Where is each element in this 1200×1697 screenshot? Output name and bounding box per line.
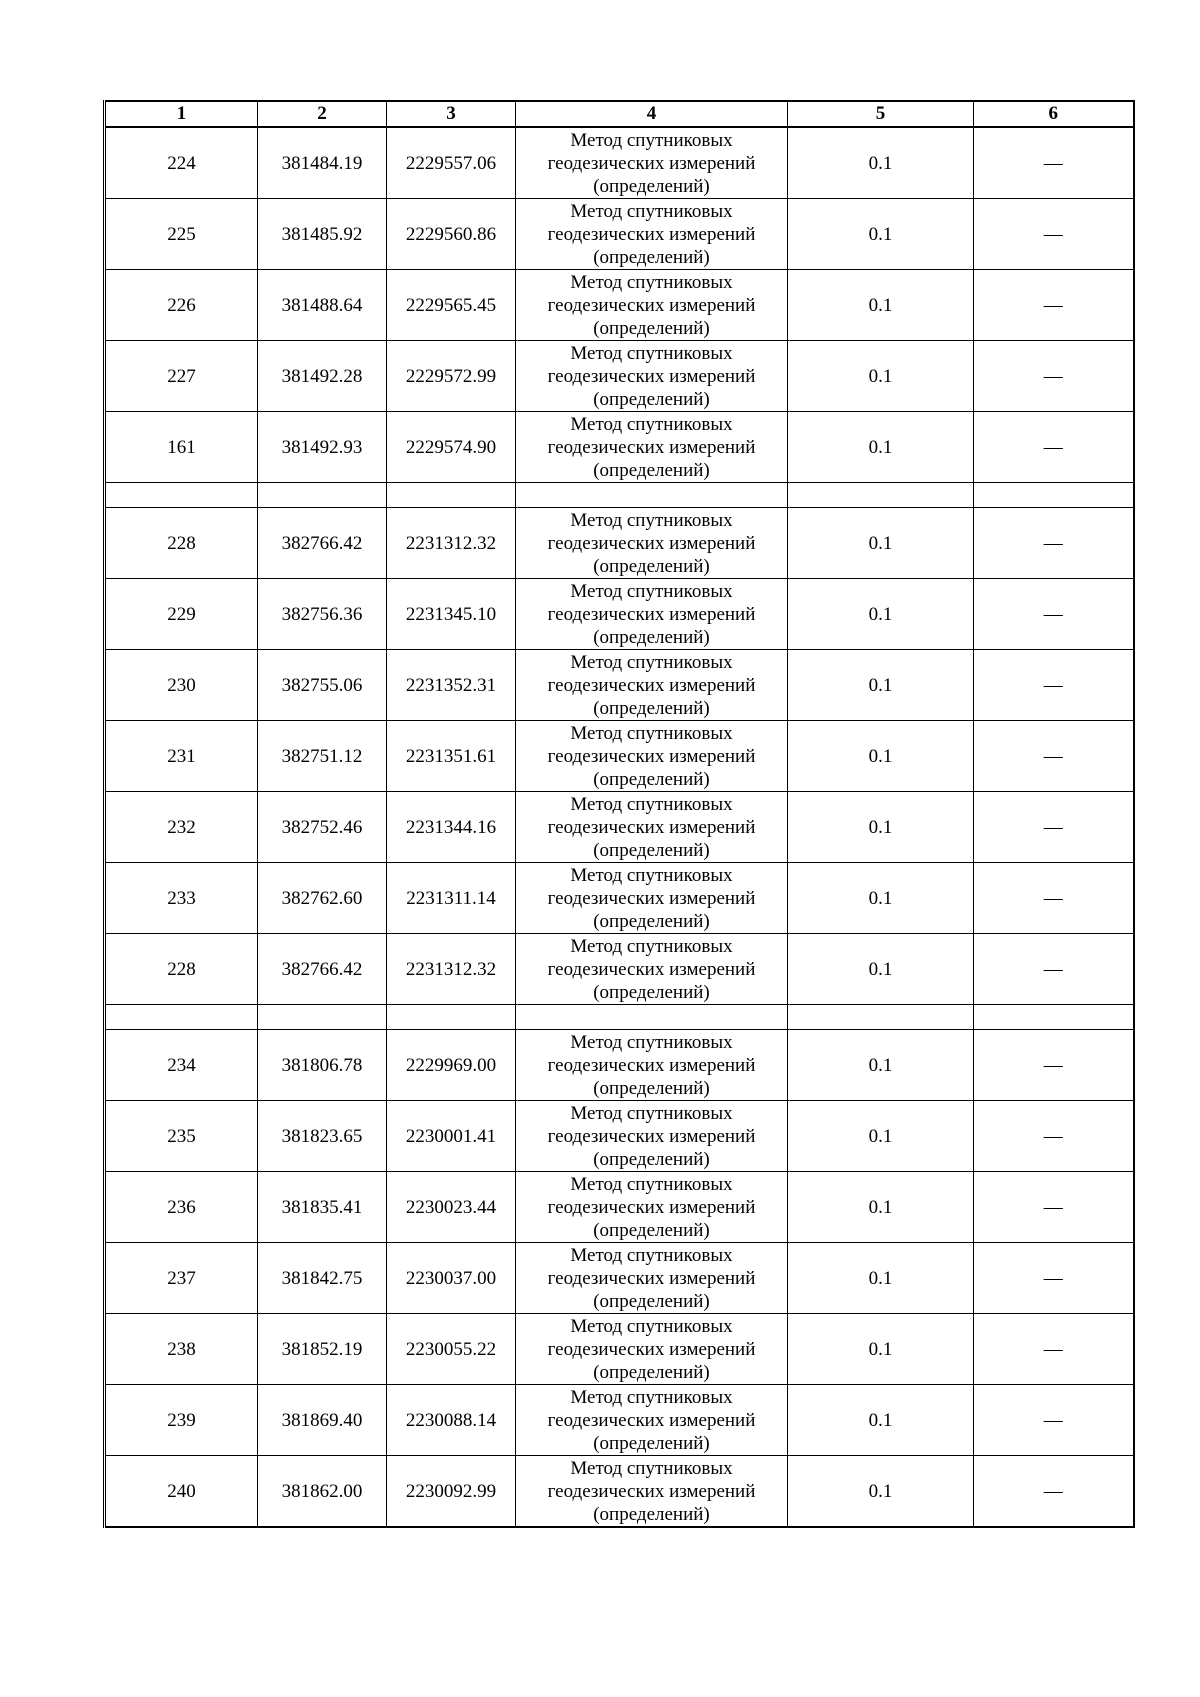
table-row	[105, 127, 1134, 199]
accuracy-cell: 0.1	[788, 1030, 974, 1101]
accuracy-cell: 0.1	[788, 270, 974, 341]
x-coordinate-cell: 382752.46	[258, 792, 387, 863]
x-coordinate-cell: 381492.93	[258, 412, 387, 483]
note-cell: —	[974, 127, 1134, 199]
point-number-cell: 228	[105, 508, 258, 579]
y-coordinate-cell: 2230088.14	[387, 1385, 516, 1456]
y-coordinate-cell: 2229560.86	[387, 199, 516, 270]
separator-row	[105, 1005, 1134, 1030]
x-coordinate-cell: 382766.42	[258, 508, 387, 579]
x-coordinate-cell: 382762.60	[258, 863, 387, 934]
x-coordinate-cell: 381484.19	[258, 127, 387, 199]
accuracy-cell: 0.1	[788, 341, 974, 412]
empty-cell	[974, 483, 1134, 508]
empty-cell	[387, 483, 516, 508]
point-number-cell: 240	[105, 1456, 258, 1528]
point-number-cell: 228	[105, 934, 258, 1005]
coordinates-table	[103, 100, 1135, 1528]
table-row	[105, 508, 1134, 579]
separator-row	[105, 483, 1134, 508]
table-row	[105, 579, 1134, 650]
header-row	[105, 101, 1134, 127]
header-cell-5: 5	[788, 101, 974, 127]
table-row	[105, 1030, 1134, 1101]
table-row	[105, 412, 1134, 483]
x-coordinate-cell: 381869.40	[258, 1385, 387, 1456]
point-number-cell: 238	[105, 1314, 258, 1385]
table-row	[105, 1101, 1134, 1172]
note-cell: —	[974, 579, 1134, 650]
note-cell: —	[974, 341, 1134, 412]
accuracy-cell: 0.1	[788, 934, 974, 1005]
method-cell: Метод спутниковых геодезических измерений (определений)	[516, 1030, 788, 1101]
note-cell: —	[974, 508, 1134, 579]
y-coordinate-cell: 2231345.10	[387, 579, 516, 650]
y-coordinate-cell: 2231312.32	[387, 934, 516, 1005]
point-number-cell: 225	[105, 199, 258, 270]
table-body	[105, 127, 1134, 1527]
accuracy-cell: 0.1	[788, 1314, 974, 1385]
accuracy-cell: 0.1	[788, 650, 974, 721]
accuracy-cell: 0.1	[788, 127, 974, 199]
table-row	[105, 721, 1134, 792]
y-coordinate-cell: 2229969.00	[387, 1030, 516, 1101]
y-coordinate-cell: 2230037.00	[387, 1243, 516, 1314]
method-cell: Метод спутниковых геодезических измерений (определений)	[516, 863, 788, 934]
empty-cell	[788, 483, 974, 508]
method-cell: Метод спутниковых геодезических измерений (определений)	[516, 579, 788, 650]
note-cell: —	[974, 792, 1134, 863]
y-coordinate-cell: 2230092.99	[387, 1456, 516, 1528]
method-cell: Метод спутниковых геодезических измерений (определений)	[516, 199, 788, 270]
point-number-cell: 234	[105, 1030, 258, 1101]
accuracy-cell: 0.1	[788, 508, 974, 579]
header-cell-4: 4	[516, 101, 788, 127]
accuracy-cell: 0.1	[788, 412, 974, 483]
accuracy-cell: 0.1	[788, 863, 974, 934]
table-row	[105, 199, 1134, 270]
table-row	[105, 1243, 1134, 1314]
empty-cell	[387, 1005, 516, 1030]
note-cell: —	[974, 1172, 1134, 1243]
table-row	[105, 270, 1134, 341]
method-cell: Метод спутниковых геодезических измерений (определений)	[516, 341, 788, 412]
note-cell: —	[974, 934, 1134, 1005]
note-cell: —	[974, 412, 1134, 483]
x-coordinate-cell: 381842.75	[258, 1243, 387, 1314]
note-cell: —	[974, 1456, 1134, 1528]
empty-cell	[258, 483, 387, 508]
point-number-cell: 233	[105, 863, 258, 934]
note-cell: —	[974, 199, 1134, 270]
empty-cell	[974, 1005, 1134, 1030]
note-cell: —	[974, 1314, 1134, 1385]
x-coordinate-cell: 381862.00	[258, 1456, 387, 1528]
y-coordinate-cell: 2231311.14	[387, 863, 516, 934]
method-cell: Метод спутниковых геодезических измерений (определений)	[516, 934, 788, 1005]
method-cell: Метод спутниковых геодезических измерений (определений)	[516, 1314, 788, 1385]
x-coordinate-cell: 381492.28	[258, 341, 387, 412]
accuracy-cell: 0.1	[788, 721, 974, 792]
method-cell: Метод спутниковых геодезических измерений (определений)	[516, 508, 788, 579]
x-coordinate-cell: 381835.41	[258, 1172, 387, 1243]
y-coordinate-cell: 2230001.41	[387, 1101, 516, 1172]
y-coordinate-cell: 2231351.61	[387, 721, 516, 792]
y-coordinate-cell: 2231312.32	[387, 508, 516, 579]
x-coordinate-cell: 382751.12	[258, 721, 387, 792]
empty-cell	[258, 1005, 387, 1030]
accuracy-cell: 0.1	[788, 1385, 974, 1456]
empty-cell	[516, 1005, 788, 1030]
accuracy-cell: 0.1	[788, 1456, 974, 1528]
point-number-cell: 227	[105, 341, 258, 412]
x-coordinate-cell: 382755.06	[258, 650, 387, 721]
method-cell: Метод спутниковых геодезических измерений (определений)	[516, 1243, 788, 1314]
header-cell-6: 6	[974, 101, 1134, 127]
method-cell: Метод спутниковых геодезических измерений (определений)	[516, 792, 788, 863]
y-coordinate-cell: 2229574.90	[387, 412, 516, 483]
table-row	[105, 1172, 1134, 1243]
x-coordinate-cell: 381823.65	[258, 1101, 387, 1172]
note-cell: —	[974, 863, 1134, 934]
note-cell: —	[974, 721, 1134, 792]
point-number-cell: 230	[105, 650, 258, 721]
accuracy-cell: 0.1	[788, 792, 974, 863]
note-cell: —	[974, 1101, 1134, 1172]
header-cell-1: 1	[105, 101, 258, 127]
accuracy-cell: 0.1	[788, 579, 974, 650]
note-cell: —	[974, 1243, 1134, 1314]
method-cell: Метод спутниковых геодезических измерений (определений)	[516, 412, 788, 483]
method-cell: Метод спутниковых геодезических измерений (определений)	[516, 1385, 788, 1456]
x-coordinate-cell: 381485.92	[258, 199, 387, 270]
table-row	[105, 341, 1134, 412]
empty-cell	[105, 1005, 258, 1030]
y-coordinate-cell: 2230023.44	[387, 1172, 516, 1243]
method-cell: Метод спутниковых геодезических измерений (определений)	[516, 1456, 788, 1528]
point-number-cell: 237	[105, 1243, 258, 1314]
point-number-cell: 235	[105, 1101, 258, 1172]
header-cell-3: 3	[387, 101, 516, 127]
point-number-cell: 236	[105, 1172, 258, 1243]
table-row	[105, 792, 1134, 863]
table-row	[105, 1385, 1134, 1456]
point-number-cell: 232	[105, 792, 258, 863]
y-coordinate-cell: 2229557.06	[387, 127, 516, 199]
y-coordinate-cell: 2231352.31	[387, 650, 516, 721]
point-number-cell: 224	[105, 127, 258, 199]
x-coordinate-cell: 381852.19	[258, 1314, 387, 1385]
method-cell: Метод спутниковых геодезических измерений (определений)	[516, 650, 788, 721]
x-coordinate-cell: 381488.64	[258, 270, 387, 341]
y-coordinate-cell: 2230055.22	[387, 1314, 516, 1385]
y-coordinate-cell: 2229572.99	[387, 341, 516, 412]
y-coordinate-cell: 2229565.45	[387, 270, 516, 341]
table-row	[105, 863, 1134, 934]
accuracy-cell: 0.1	[788, 1101, 974, 1172]
y-coordinate-cell: 2231344.16	[387, 792, 516, 863]
point-number-cell: 239	[105, 1385, 258, 1456]
method-cell: Метод спутниковых геодезических измерений (определений)	[516, 127, 788, 199]
note-cell: —	[974, 1030, 1134, 1101]
method-cell: Метод спутниковых геодезических измерений (определений)	[516, 1172, 788, 1243]
accuracy-cell: 0.1	[788, 199, 974, 270]
method-cell: Метод спутниковых геодезических измерений (определений)	[516, 270, 788, 341]
x-coordinate-cell: 382766.42	[258, 934, 387, 1005]
x-coordinate-cell: 382756.36	[258, 579, 387, 650]
table-row	[105, 650, 1134, 721]
x-coordinate-cell: 381806.78	[258, 1030, 387, 1101]
table-row	[105, 1456, 1134, 1528]
accuracy-cell: 0.1	[788, 1243, 974, 1314]
empty-cell	[516, 483, 788, 508]
empty-cell	[105, 483, 258, 508]
table-row	[105, 1314, 1134, 1385]
table-header	[105, 101, 1134, 127]
method-cell: Метод спутниковых геодезических измерений (определений)	[516, 1101, 788, 1172]
point-number-cell: 226	[105, 270, 258, 341]
point-number-cell: 231	[105, 721, 258, 792]
point-number-cell: 161	[105, 412, 258, 483]
header-cell-2: 2	[258, 101, 387, 127]
table-row	[105, 934, 1134, 1005]
empty-cell	[788, 1005, 974, 1030]
note-cell: —	[974, 650, 1134, 721]
note-cell: —	[974, 1385, 1134, 1456]
note-cell: —	[974, 270, 1134, 341]
accuracy-cell: 0.1	[788, 1172, 974, 1243]
method-cell: Метод спутниковых геодезических измерений (определений)	[516, 721, 788, 792]
point-number-cell: 229	[105, 579, 258, 650]
